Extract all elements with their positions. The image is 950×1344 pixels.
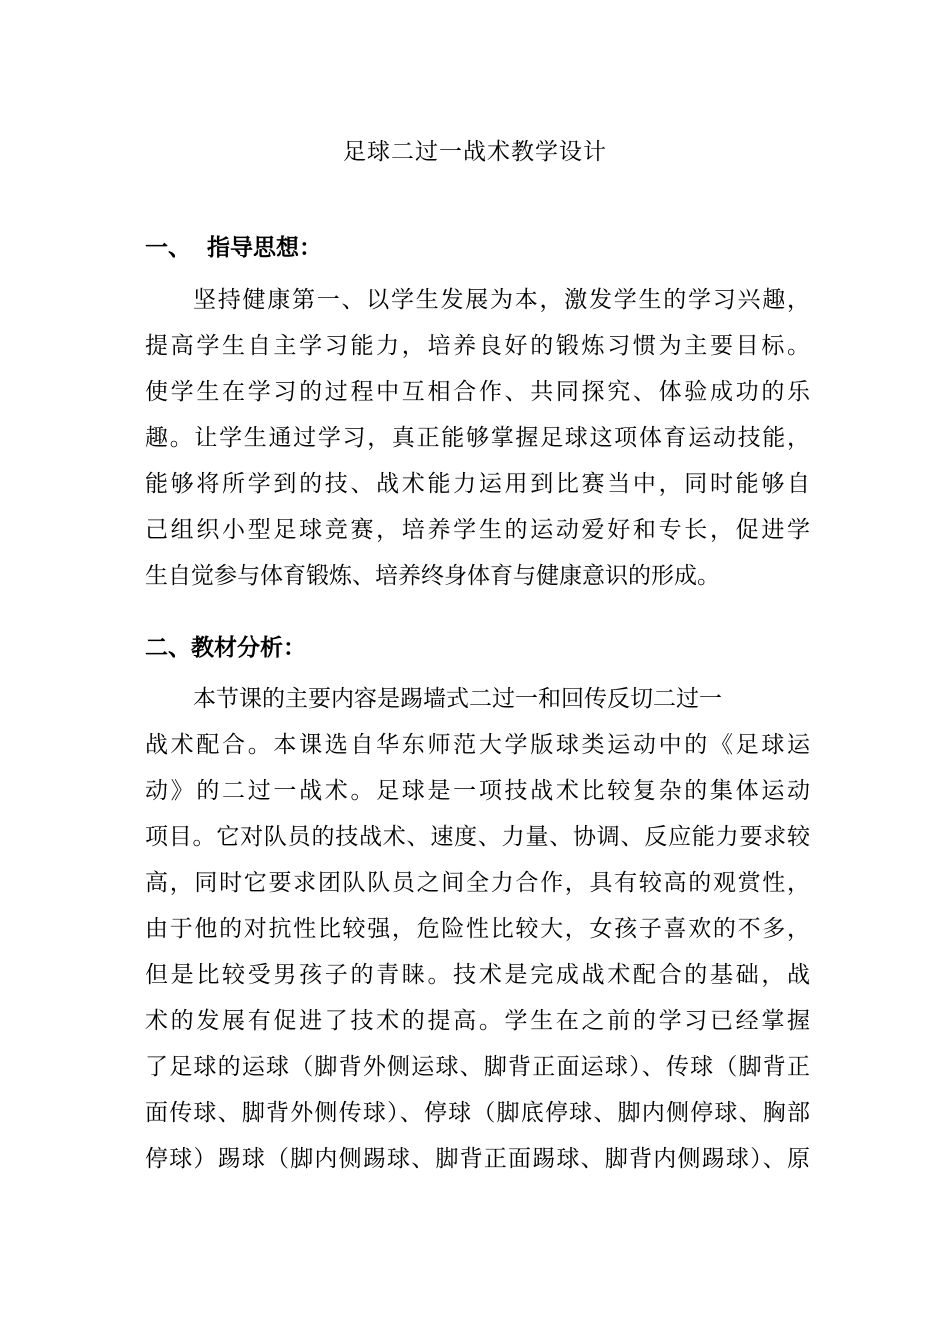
paragraph-line: 面传球、脚背外侧传球）、停球（脚底停球、脚内侧停球、胸部 (145, 1100, 810, 1126)
section-number: 一、 (145, 234, 191, 261)
paragraph-guiding-ideology (145, 277, 810, 599)
paragraph-line: 高，同时它要求团队队员之间全力合作，具有较高的观赏性， (145, 870, 810, 896)
paragraph-line: 提高学生自主学习能力，培养良好的锻炼习惯为主要目标。 (145, 333, 810, 359)
paragraph-line: 使学生在学习的过程中互相合作、共同探究、体验成功的乐 (145, 379, 810, 405)
section-heading-material-analysis (145, 632, 306, 664)
section-heading-text: 指导思想： (207, 234, 322, 261)
paragraph-line: 坚持健康第一、以学生发展为本，激发学生的学习兴趣， (193, 287, 810, 313)
paragraph-line: 能够将所学到的技、战术能力运用到比赛当中，同时能够自 (145, 471, 810, 497)
paragraph-line: 趣。让学生通过学习，真正能够掌握足球这项体育运动技能， (145, 425, 810, 451)
paragraph-line: 本节课的主要内容是踢墙式二过一和回传反切二过一 (193, 686, 722, 712)
section-heading-text: 教材分析： (191, 634, 306, 661)
paragraph-line: 己组织小型足球竞赛，培养学生的运动爱好和专长，促进学 (145, 517, 810, 543)
paragraph-line: 项目。它对队员的技战术、速度、力量、协调、反应能力要求较 (145, 824, 810, 850)
document-title: 足球二过一战术教学设计 (343, 139, 607, 165)
paragraph-line: 生自觉参与体育锻炼、培养终身体育与健康意识的形成。 (145, 563, 720, 589)
paragraph-line: 但是比较受男孩子的青睐。技术是完成战术配合的基础，战 (145, 962, 810, 988)
paragraph-material-analysis (145, 676, 810, 1182)
paragraph-line: 了足球的运球（脚背外侧运球、脚背正面运球）、传球（脚背正 (145, 1054, 810, 1080)
paragraph-line: 停球）踢球（脚内侧踢球、脚背正面踢球、脚背内侧踢球）、原 (145, 1146, 810, 1172)
paragraph-line: 由于他的对抗性比较强，危险性比较大，女孩子喜欢的不多， (145, 916, 810, 942)
section-number: 二、 (145, 634, 191, 661)
paragraph-line: 动》的二过一战术。足球是一项技战术比较复杂的集体运动 (145, 778, 810, 804)
section-heading-guiding-ideology (145, 232, 322, 264)
paragraph-line: 术的发展有促进了技术的提高。学生在之前的学习已经掌握 (145, 1008, 810, 1034)
paragraph-line: 战术配合。本课选自华东师范大学版球类运动中的《足球运 (145, 732, 810, 758)
